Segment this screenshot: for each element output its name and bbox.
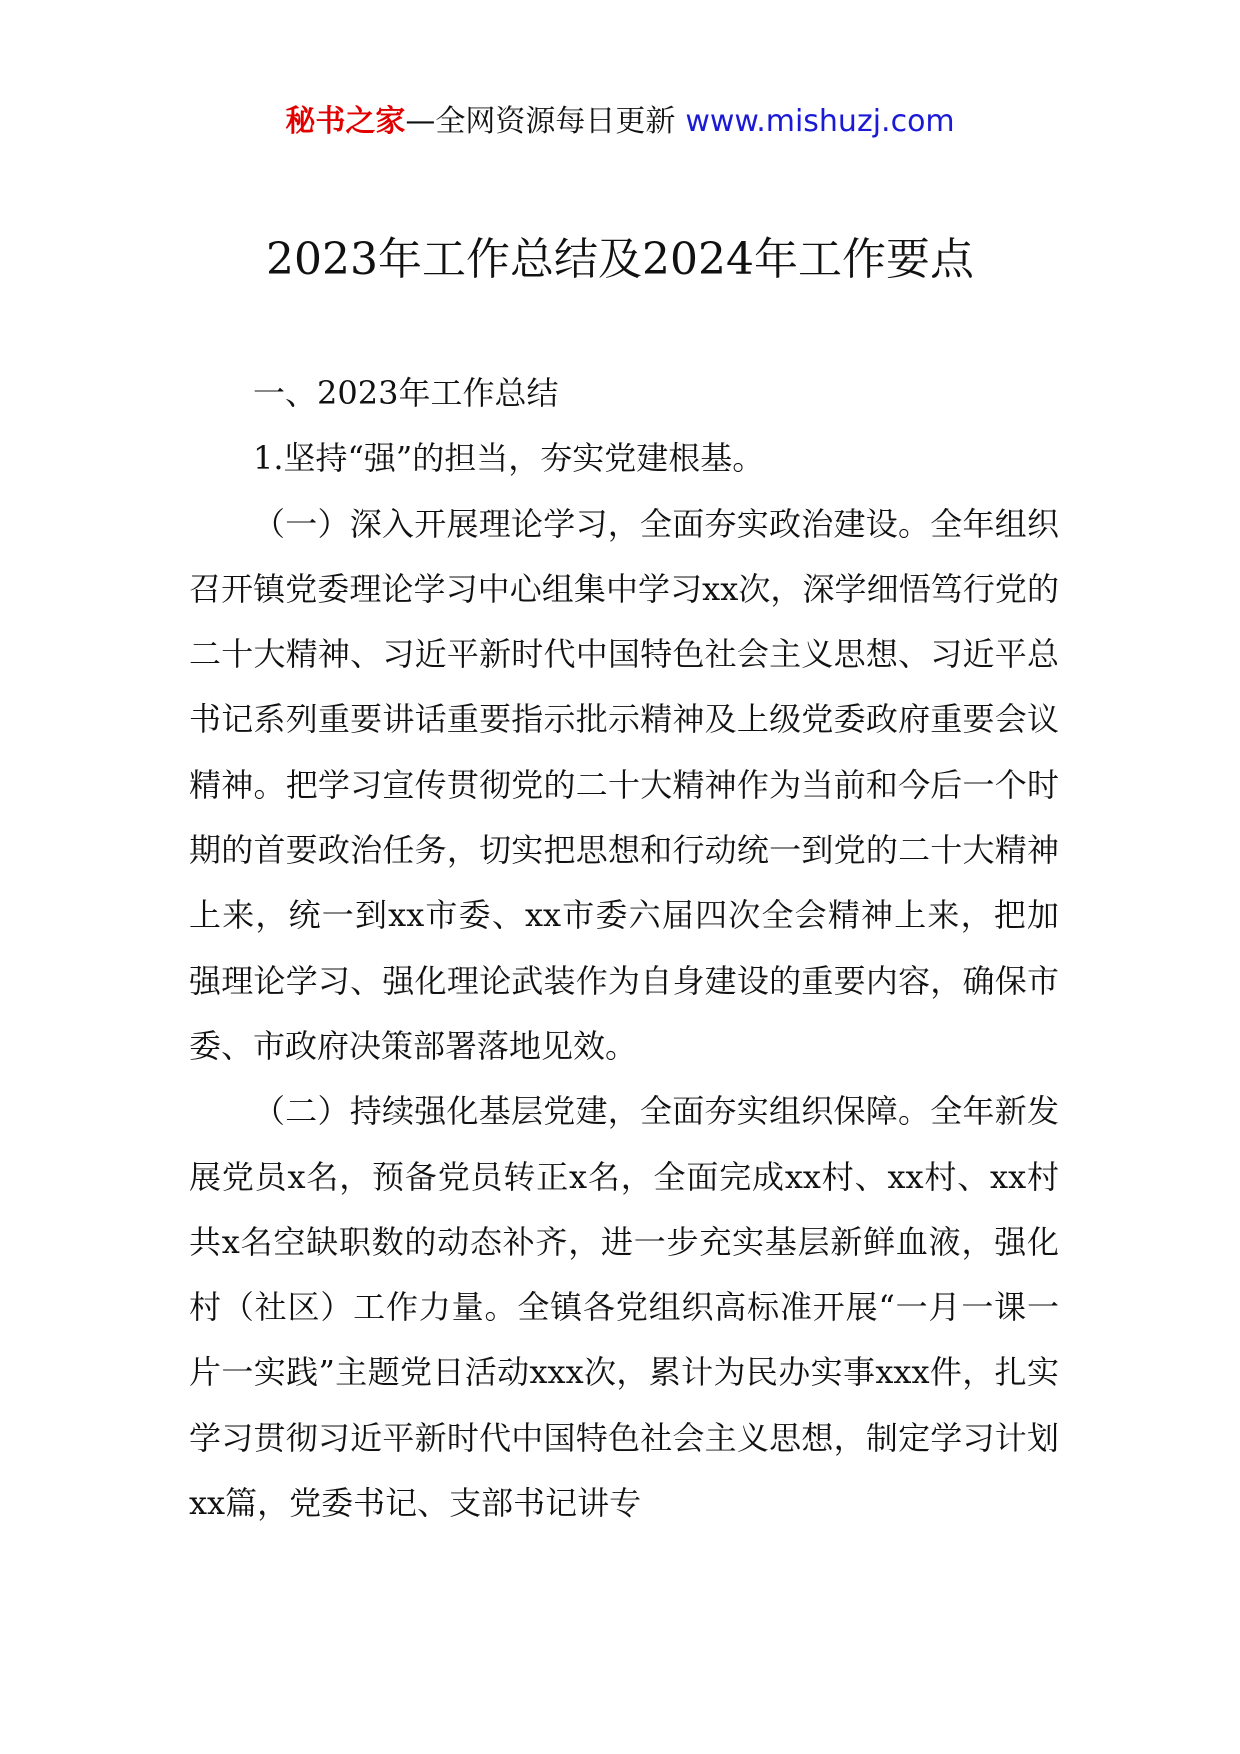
brand-name: 秘书之家 [285,104,406,139]
body-paragraph: （一）深入开展理论学习，全面夯实政治建设。全年组织召开镇党委理论学习中心组集中学习xx次，深学细悟笃行党的二十大精神、习近平新时代中国特色社会主义思想、习近平总书记系列重要讲话重要指示批示精神及上级党委政府重要会议精神。把学习宣传贯彻党的二十大精神作为当前和今后一个时期的首要政治任务，切实把思想和行动统一到党的二十大精神上来，统一到xx市委、xx市委六届四次全会精神上来，把加强理论学习、强化理论武装作为自身建设的重要内容，确保市委、市政府决策部署落地见效。 [189,504,1059,1065]
body-paragraph: （二）持续强化基层党建，全面夯实组织保障。全年新发展党员x名，预备党员转正x名，全面完成xx村、xx村、xx村共x名空缺职数的动态补齐，进一步充实基层新鲜血液，强化村（社区）工作力量。全镇各党组织高标准开展“一月一课一片一实践”主题党日活动xxx次，累计为民办实事xxx件，扎实学习贯彻习近平新时代中国特色社会主义思想，制定学习计划xx篇，党委书记、支部书记讲专 [189,1092,1059,1523]
document-body [189,361,1059,1536]
site-url-link[interactable]: www.mishuzj.com [685,104,955,139]
header-tagline: —全网资源每日更新 [405,104,676,139]
section-heading: 一、2023年工作总结 [253,374,559,412]
subsection-heading: 1.坚持“强”的担当，夯实党建根基。 [253,439,765,478]
site-header [0,100,1240,144]
document-title: 2023年工作总结及2024年工作要点 [266,234,974,285]
